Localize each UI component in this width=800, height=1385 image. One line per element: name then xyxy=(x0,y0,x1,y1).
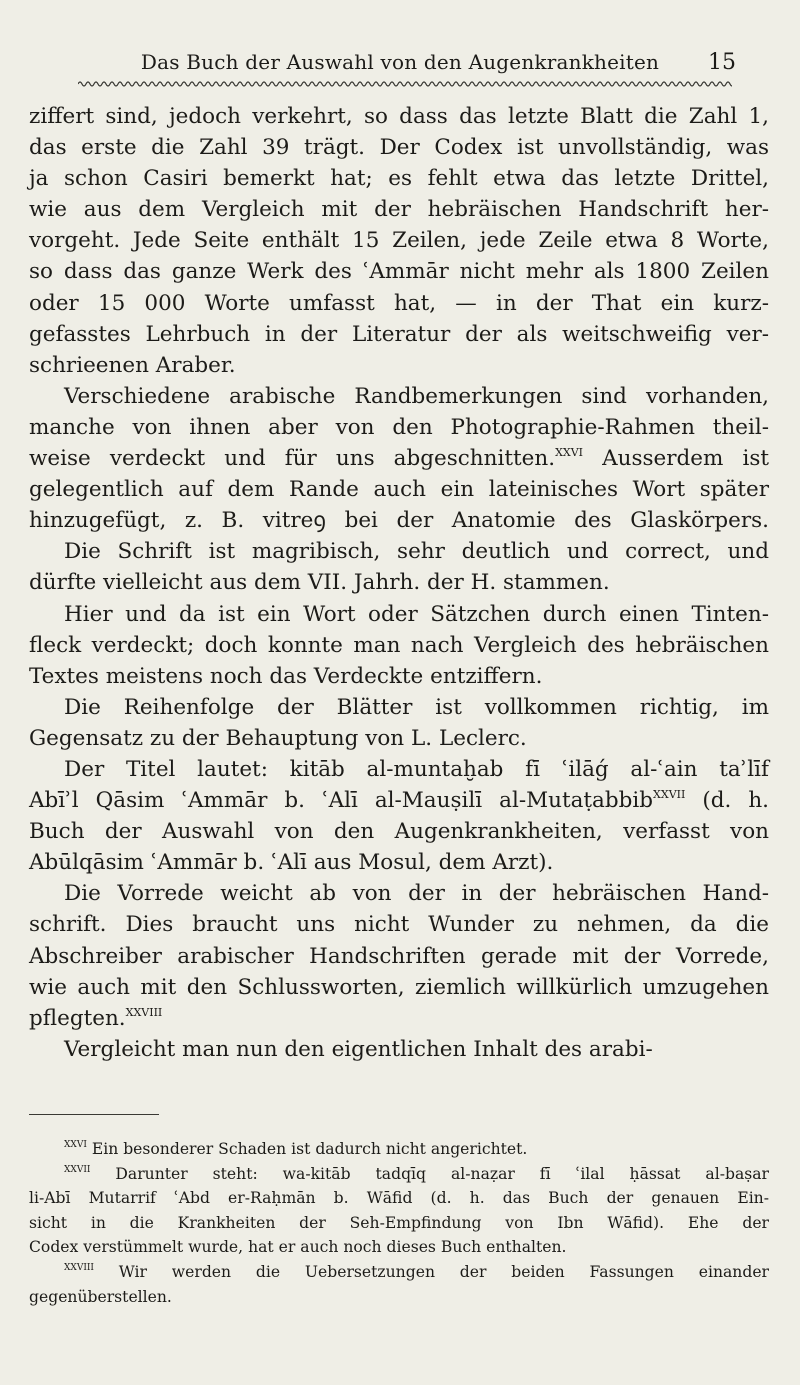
text-line xyxy=(29,630,769,661)
line-text: Die Vorrede weicht ab von der in der hebräischen Hand- xyxy=(64,881,769,907)
text-line xyxy=(29,941,769,972)
text-line xyxy=(29,225,769,256)
text-line xyxy=(29,350,769,381)
line-text: Hier und da ist ein Wort oder Sätzchen durch einen Tinten- xyxy=(64,601,769,627)
line-text: das erste die Zahl 39 trägt. Der Codex ist unvollständig, was xyxy=(29,135,769,161)
text-line xyxy=(29,1003,769,1034)
footnote-text: Ein besonderer Schaden ist dadurch nicht angerichtet. xyxy=(86,1140,528,1158)
line-text: gefasstes Lehrbuch in der Literatur der als weitschweifig ver- xyxy=(29,321,769,347)
text-line xyxy=(29,754,769,785)
line-text: so dass das ganze Werk des ʿAmmār nicht mehr als 1800 Zeilen xyxy=(29,259,769,285)
text-line xyxy=(29,847,769,878)
line-text: Verschiedene arabische Randbemerkungen sind vorhanden, xyxy=(64,383,769,409)
line-text: pflegten. xyxy=(29,1005,126,1031)
text-line xyxy=(29,256,769,287)
footnote-reference: XXVII xyxy=(653,788,686,802)
footnote-marker: XXVI xyxy=(64,1140,87,1150)
footnote-text: li-Abī Mutarrif ʿAbd er-Raḥmān b. Wāfid (d. h. das Buch der genauen Ein- xyxy=(29,1189,769,1208)
line-text: schrift. Dies braucht uns nicht Wunder zu nehmen, da die xyxy=(29,912,769,938)
page-header xyxy=(0,50,800,80)
text-line xyxy=(29,194,769,225)
footnote-reference: XXVIII xyxy=(125,1005,163,1019)
line-text: wie aus dem Vergleich mit der hebräischen Handschrift her- xyxy=(29,197,769,223)
footnote-marker: XXVII xyxy=(64,1164,91,1175)
line-text: wie auch mit den Schlussworten, ziemlich willkürlich umzugehen xyxy=(29,974,769,1000)
text-line xyxy=(29,1034,769,1065)
line-text: Die Schrift ist magribisch, sehr deutlich und correct, und xyxy=(64,539,769,565)
line-text: Vergleicht man nun den eigentlichen Inhalt des arabi- xyxy=(64,1036,653,1062)
text-line xyxy=(29,723,769,754)
line-text-continued: (d. h. xyxy=(685,788,769,814)
line-text: ziffert sind, jedoch verkehrt, so dass das letzte Blatt die Zahl 1, xyxy=(29,104,769,129)
line-text: Abschreiber arabischer Handschriften gerade mit der Vorrede, xyxy=(29,943,769,969)
text-line xyxy=(29,163,769,194)
line-text: oder 15 000 Worte umfasst hat, — in der That ein kurz- xyxy=(29,290,769,316)
line-text: Textes meistens noch das Verdeckte entziffern. xyxy=(29,663,543,689)
page-number: 15 xyxy=(708,50,736,75)
footnote-line xyxy=(29,1162,769,1187)
text-line xyxy=(29,567,769,598)
text-line xyxy=(29,972,769,1003)
footnote-text: Darunter steht: wa-kitāb tadqīq al-naẓar fī ʿilal ḥāssat al-baṣar xyxy=(90,1164,769,1183)
running-title: Das Buch der Auswahl von den Augenkrankheiten xyxy=(140,50,660,74)
line-text: dürfte vielleicht aus dem VII. Jahrh. der H. stammen. xyxy=(29,570,610,596)
text-line xyxy=(29,132,769,163)
text-line xyxy=(29,443,769,474)
text-line xyxy=(29,288,769,319)
footnote-line xyxy=(29,1235,769,1260)
line-text-continued: Ausserdem ist xyxy=(583,446,769,472)
footnote-text: Codex verstümmelt wurde, hat er auch noch dieses Buch enthalten. xyxy=(29,1238,567,1257)
footnote-rule xyxy=(29,1114,159,1115)
text-line xyxy=(29,381,769,412)
footnote-reference: XXVI xyxy=(555,446,584,460)
text-line xyxy=(29,692,769,723)
line-text: Die Reihenfolge der Blätter ist vollkommen richtig, im xyxy=(64,694,769,720)
line-text: Abūlqāsim ʿAmmār b. ʿAlī aus Mosul, dem Arzt). xyxy=(29,850,554,876)
line-text: schrieenen Araber. xyxy=(29,352,236,378)
text-line xyxy=(29,536,769,567)
line-text: gelegentlich auf dem Rande auch ein lateinisches Wort später xyxy=(29,477,769,503)
line-text: Der Titel lautet: kitāb al-muntaḫab fī ʿilāǵ al-ʿain taʾlīf xyxy=(64,756,769,782)
line-text: fleck verdeckt; doch konnte man nach Vergleich des hebräischen xyxy=(29,632,769,658)
text-line xyxy=(29,599,769,630)
text-line xyxy=(29,101,769,132)
footnote-line xyxy=(29,1137,769,1162)
footnote-line xyxy=(29,1211,769,1236)
line-text: weise verdeckt und für uns abgeschnitten. xyxy=(29,446,556,472)
text-line xyxy=(29,474,769,505)
text-line xyxy=(29,319,769,350)
line-text: vorgeht. Jede Seite enthält 15 Zeilen, jede Zeile etwa 8 Worte, xyxy=(29,228,769,254)
text-line xyxy=(29,412,769,443)
footnote-text: sicht in die Krankheiten der Seh-Empfindung von Ibn Wāfid). Ehe der xyxy=(29,1213,769,1232)
line-text: hinzugefügt, z. B. vitreꝯ bei der Anatomie des Glaskörpers. xyxy=(29,508,769,534)
footnotes xyxy=(29,1137,769,1309)
text-line xyxy=(29,909,769,940)
text-line xyxy=(29,878,769,909)
line-text: Gegensatz zu der Behauptung von L. Leclerc. xyxy=(29,725,527,751)
line-text: manche von ihnen aber von den Photographie-Rahmen theil- xyxy=(29,414,769,440)
line-text: Buch der Auswahl von den Augenkrankheiten, verfasst von xyxy=(29,819,769,845)
footnote-marker: XXVIII xyxy=(64,1262,94,1273)
wavy-header-rule xyxy=(78,80,732,88)
footnote-text: gegenüberstellen. xyxy=(29,1287,172,1306)
body-text xyxy=(29,101,769,1065)
footnote-line xyxy=(29,1186,769,1211)
line-text: ja schon Casiri bemerkt hat; es fehlt etwa das letzte Drittel, xyxy=(29,166,769,192)
footnote-line xyxy=(29,1285,769,1310)
text-line xyxy=(29,785,769,816)
footnote-line xyxy=(29,1260,769,1285)
text-line xyxy=(29,816,769,847)
footnote-text: Wir werden die Uebersetzungen der beiden Fassungen einander xyxy=(93,1262,769,1281)
text-line xyxy=(29,661,769,692)
text-line xyxy=(29,505,769,536)
line-text: Abīʾl Qāsim ʿAmmār b. ʿAlī al-Mauṣilī al-Mutaṭabbib xyxy=(29,788,654,814)
